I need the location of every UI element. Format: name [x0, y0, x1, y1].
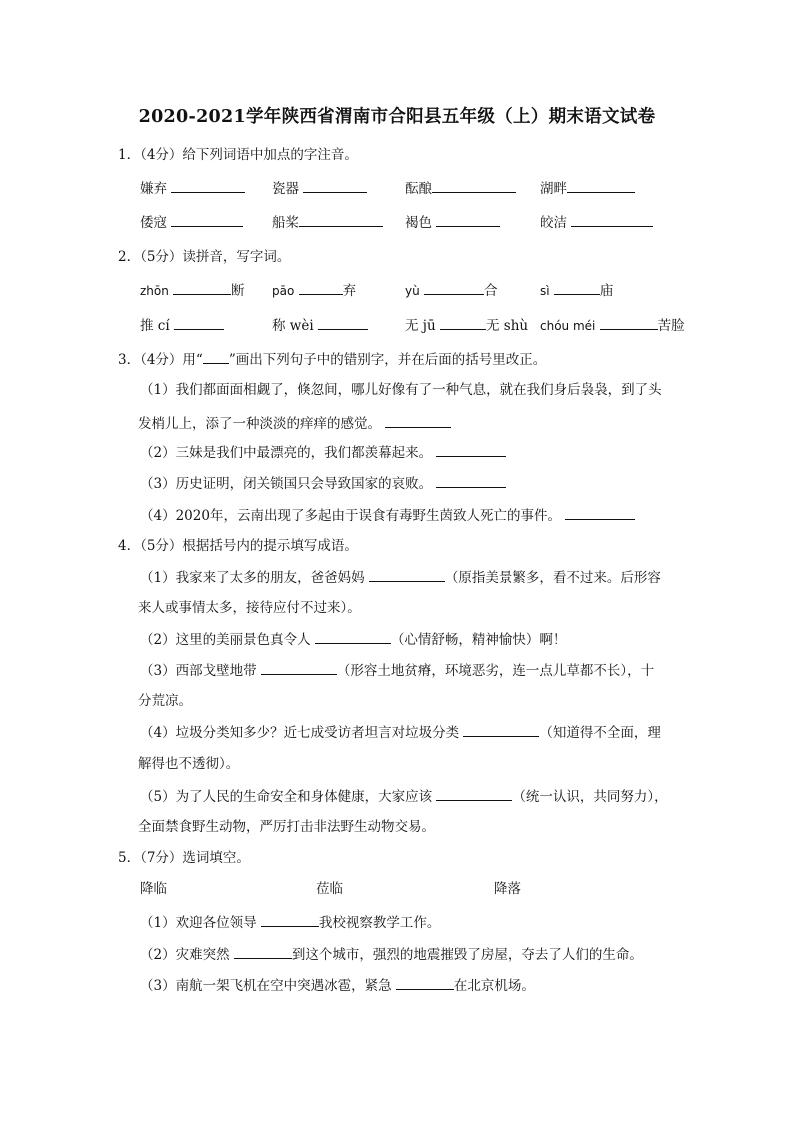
q4-sentence-3: （3）西部戈壁地带 （形容土地贫瘠，环境恶劣，连一点儿草都不长），十 [140, 660, 654, 681]
q5-word-2: 莅临 [316, 881, 343, 897]
q1-word-7: 褐色 [405, 212, 500, 233]
q1-word-5: 倭寇 [140, 212, 243, 233]
q5-heading: 5．（7分）选词填空。 [118, 850, 250, 866]
q4-sentence-1-cont: 来人或事情太多，接待应付不过来）。 [138, 600, 361, 616]
q5-sentence-1: （1）欢迎各位领导 我校视察教学工作。 [140, 912, 440, 933]
q2-heading: 2．（5分）读拼音，写字词。 [118, 249, 291, 265]
q1-word-6: 船桨 [272, 212, 383, 233]
q5-word-1: 降临 [140, 881, 167, 897]
q4-sentence-4: （4）垃圾分类知多少？近七成受访者坦言对垃圾分类 （知道得不全面，理 [140, 722, 661, 743]
exam-title: 2020-2021学年陕西省渭南市合阳县五年级（上）期末语文试卷 [138, 107, 656, 127]
q3-sentence-4: （4）2020年，云南出现了多起由于误食有毒野生茵致人死亡的事件。 [140, 505, 635, 526]
q2-item-4: sì 庙 [540, 280, 613, 301]
q2-item-5: 推 cí [140, 315, 224, 336]
q2-item-1: zhōn 断 [140, 280, 245, 301]
q3-sentence-1-cont: 发梢儿上，添了一种淡淡的痒痒的感觉。 [138, 413, 451, 434]
q4-sentence-5-cont: 全面禁食野生动物，严厉打击非法野生动物交易。 [138, 819, 435, 835]
q3-sentence-3: （3）历史证明，闭关锁国只会导致国家的哀败。 [140, 473, 506, 494]
q5-sentence-2: （2）灾难突然 到这个城市，强烈的地震摧毁了房屋，夺去了人们的生命。 [140, 944, 643, 965]
q3-heading: 3．（4分）用“ ”画出下列句子中的错别字，并在后面的括号里改正。 [118, 349, 546, 370]
q1-word-3: 酝酿 [405, 178, 516, 199]
q4-sentence-2: （2）这里的美丽景色真令人 （心情舒畅，精神愉快）啊！ [140, 629, 566, 650]
q5-word-3: 降落 [494, 881, 521, 897]
q1-heading: 1．（4分）给下列词语中加点的字注音。 [118, 147, 358, 163]
q2-item-6: 称 wèi [272, 315, 368, 336]
q2-item-8: chóu méi 苦脸 [540, 315, 685, 336]
q3-sentence-2: （2）三妹是我们中最漂亮的，我们都羡幕起来。 [140, 442, 506, 463]
q4-sentence-5: （5）为了人民的生命安全和身体健康，大家应该 （统一认识，共同努力）， [140, 786, 668, 807]
q1-word-2: 瓷器 [272, 178, 367, 199]
q4-sentence-3-cont: 分荒凉。 [138, 693, 192, 709]
q1-word-1: 嫌弃 [140, 178, 245, 199]
q2-item-7: 无 jū 无 shù [405, 315, 528, 336]
q3-sentence-1: （1）我们都面面相觑了，倏忽间，哪儿好像有了一种气息，就在我们身后袅袅，到了头 [140, 382, 662, 398]
q2-item-3: yù 合 [405, 280, 498, 301]
q4-sentence-4-cont: 解得也不透彻）。 [138, 756, 240, 772]
q4-heading: 4．（5分）根据括号内的提示填写成语。 [118, 538, 358, 554]
q5-sentence-3: （3）南航一架飞机在空中突遇冰雹，紧急 在北京机场。 [140, 975, 535, 996]
q1-word-8: 皎洁 [540, 212, 653, 233]
q4-sentence-1: （1）我家来了太多的朋友，爸爸妈妈 （原指美景繁多，看不过来。后形容 [140, 567, 661, 588]
q2-item-2: pāo 弃 [272, 280, 356, 301]
q1-word-4: 湖畔 [540, 178, 635, 199]
